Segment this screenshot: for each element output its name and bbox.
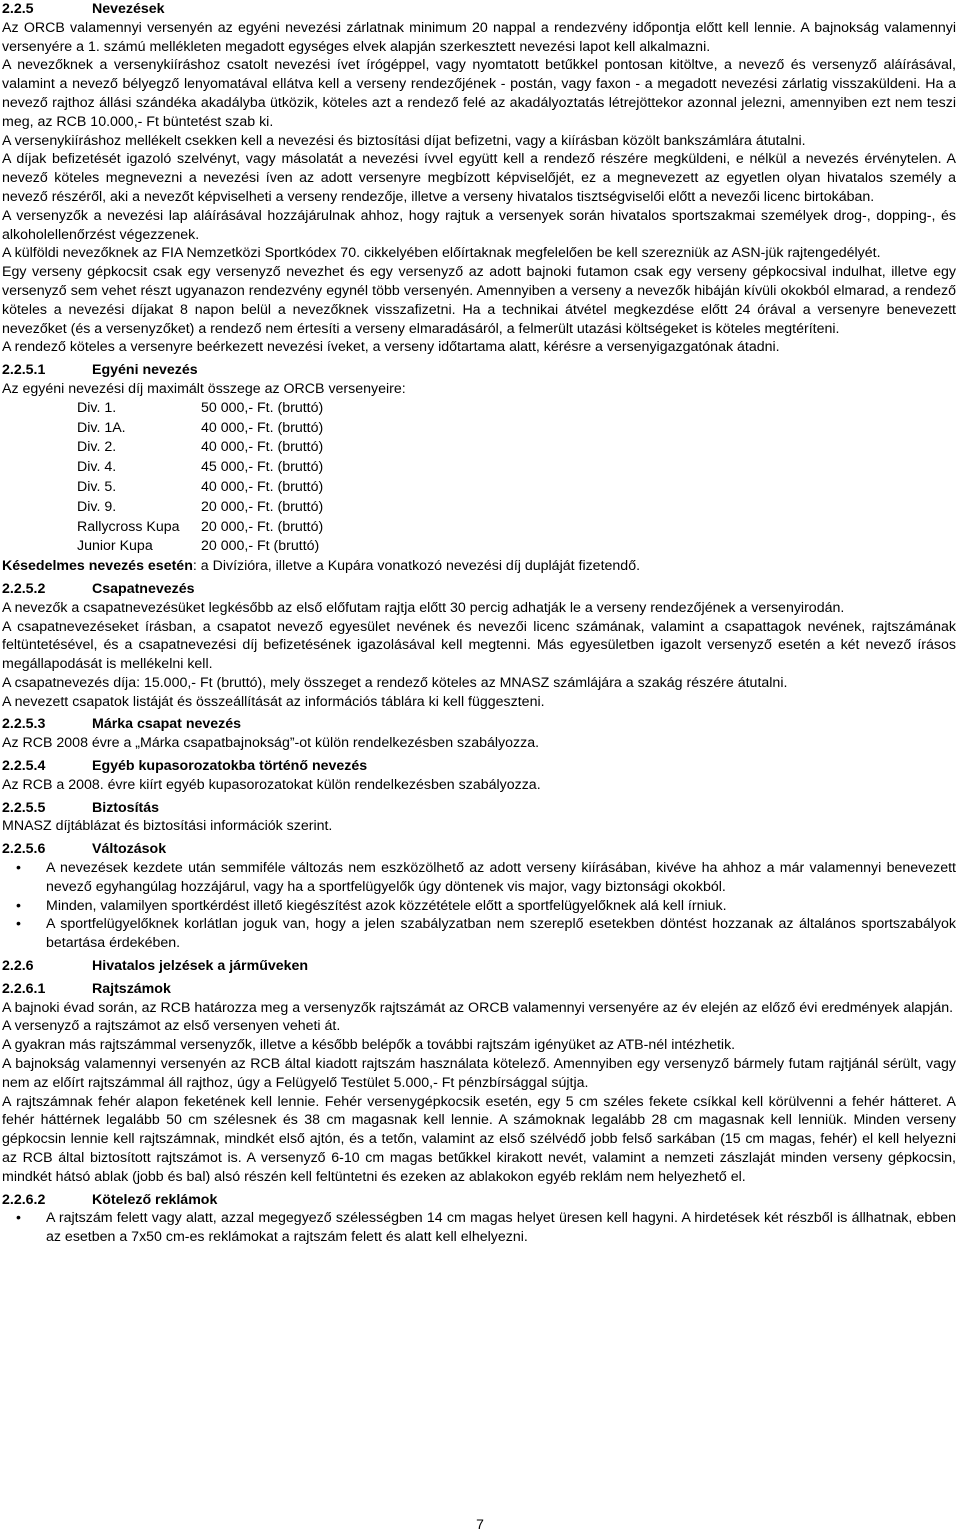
fee-row	[77, 399, 956, 419]
list-item-text: A sportfelügyelőknek korlátlan joguk van, hogy a jelen szabályzatban nem szereplő esetekben döntést hozzanak az általános sportszabályok betartása érdekében.	[46, 916, 956, 952]
section-heading-2-2-6-2	[2, 1191, 956, 1210]
section-number: 2.2.6	[2, 958, 34, 975]
division-name: Div. 2.	[77, 439, 117, 456]
paragraph: Az egyéni nevezési díj maximált összege az ORCB versenyeire:	[2, 380, 406, 397]
paragraph: Egy verseny gépkocsit csak egy versenyző nevezhet és egy versenyző az adott bajnoki futamon csak egy verseny gépkocsival indulhat, illetve egy versenyző sem vehet részt ugyanazon rendezvény egynél több versenyén. Amennyiben a verseny a nevezők hibáján kívüli okokból elmarad, a rendező köteles a nevezési díjakat 8 napon belül a nevezőknek visszafizetni. Ha a technikai átvétel megkezdése előtt 24 órával a versenyre benevezett nevezőket (és a versenyzőket) a rendező nem értesíti a verseny elmaradásáról, a felmerült utazási költségeket is köteles megtéríteni.	[2, 264, 956, 337]
paragraph: A nevezőknek a versenykiíráshoz csatolt nevezési ívet írógéppel, vagy nyomtatott betűkkel pontosan kitöltve, a nevező és versenyző aláírásával, valamint a nevező bélyegző lenyomatával ellátva kell a verseny rendezőjének - postán, vagy faxon - a megadott nevezési zárlatig visszaküldeni. Ha a nevező rajthoz állási szándéka akadályba ütközik, köteles azt a rendező felé az akadályoztatás létrejöttekor azonnal jelezni, amennyiben ezt nem teszi meg, az RCB 10.000,- Ft büntetést szab ki.	[2, 57, 956, 130]
section-title: Egyéb kupasorozatokba történő nevezés	[92, 758, 368, 775]
paragraph: A nevezett csapatok listáját és összeállítását az információs táblára ki kell függeszteni.	[2, 693, 545, 710]
fee-amount: 40 000,- Ft. (bruttó)	[201, 419, 324, 436]
paragraph: A csapatnevezés díja: 15.000,- Ft (bruttó), mely összeget a rendező köteles az MNASZ számlájára a szakág részére átutalni.	[2, 674, 788, 691]
fee-amount: 20 000,- Ft. (bruttó)	[201, 498, 324, 515]
paragraph: A nevezők a csapatnevezésüket legkésőbb az első előfutam rajtja előtt 30 percig adhatják le a verseny rendezőjének a versenyirodán.	[2, 599, 845, 616]
paragraph: Az RCB 2008 évre a „Márka csapatbajnokság”-ot külön rendelkezésben szabályozza.	[2, 735, 540, 752]
fee-row	[77, 537, 956, 557]
paragraph: A díjak befizetését igazoló szelvényt, vagy másolatát a nevezési ívvel együtt kell a rendező részére megküldeni, e nélkül a nevezés érvénytelen. A nevező köteles megnevezni a nevezési íven az adott versenyre megbízott képviselőjét, ez a megnevezett az egyetlen olyan hivatalos személy a nevező részéről, aki a nevezőt képviselheti a verseny rendezője, illetve a verseny hivatalos tisztségviselői előtt a nevezői licenc birtokában.	[2, 151, 956, 205]
list-item-text: A nevezések kezdete után semmiféle változás nem eszközölhető az adott verseny kiírásában, kivéve ha ahhoz a már valamennyi benevezett nevező egyhangúlag hozzájárul, vagy ha a sportfelügyelők úgy döntenek vis major, vagy biztonsági okokból.	[46, 860, 956, 895]
section-heading-2-2-5-1	[2, 361, 956, 380]
document-page	[2, 0, 956, 1247]
section-number: 2.2.5.6	[2, 841, 46, 858]
bullet-icon: •	[16, 916, 21, 933]
fee-amount: 20 000,- Ft. (bruttó)	[201, 518, 324, 535]
division-name: Div. 1A.	[77, 419, 126, 436]
fee-amount: 20 000,- Ft (bruttó)	[201, 538, 320, 555]
list-item-text: A rajtszám felett vagy alatt, azzal megegyező szélességben 14 cm magas helyet üresen kell hagyni. A hirdetések két részből is állhatnak, ebben az esetben a 7x50 cm-es reklámokat a rajtszám felett és alatt kell elhelyezni.	[46, 1210, 956, 1246]
section-number: 2.2.5.3	[2, 716, 46, 733]
section-heading-2-2-6	[2, 957, 956, 976]
section-title: Csapatnevezés	[92, 580, 195, 597]
late-entry-note	[2, 557, 956, 576]
section-heading-2-2-5-2	[2, 580, 956, 599]
section-number: 2.2.5.4	[2, 758, 46, 775]
section-heading-2-2-6-1	[2, 980, 956, 999]
paragraph: A külföldi nevezőknek az FIA Nemzetközi Sportkódex 70. cikkelyében előírtaknak megfelelően be kell szerezniük az ASN-jük rajtengedélyét.	[2, 245, 881, 262]
list-item	[2, 915, 956, 953]
section-number: 2.2.5	[2, 1, 34, 17]
section-heading-2-2-5-3	[2, 715, 956, 734]
paragraph: A bajnokság valamennyi versenyén az RCB által kiadott rajtszám használata kötelező. Amennyiben egy versenyző bármely futam rajtjánál sérült, vagy nem az előírt rajtszámmal áll rajthoz, úgy a Felügyelő Testület 5.000,- Ft pénzbírsággal sújtja.	[2, 1056, 956, 1091]
bullet-icon: •	[16, 897, 21, 914]
fee-amount: 40 000,- Ft. (bruttó)	[201, 478, 324, 495]
fee-row	[77, 498, 956, 518]
paragraph: Az ORCB valamennyi versenyén az egyéni nevezési zárlatnak minimum 20 nappal a rendezvény időpontja előtt kell lennie. A bajnokság valamennyi versenyére a 1. számú mellékleten megadott egységes elvek alapján szerkesztett nevezési lapot kell alkalmazni.	[2, 19, 956, 55]
section-title: Hivatalos jelzések a járműveken	[92, 958, 309, 975]
section-title: Biztosítás	[92, 799, 160, 816]
section-heading-2-2-5-6	[2, 840, 956, 859]
paragraph: A gyakran más rajtszámmal versenyzők, illetve a később belépők a további rajtszám igényüket az ATB-nél intézhetik.	[2, 1037, 736, 1054]
division-name: Rallycross Kupa	[77, 518, 180, 535]
list-item	[2, 859, 956, 897]
fee-amount: 50 000,- Ft. (bruttó)	[201, 399, 324, 416]
paragraph: MNASZ díjtáblázat és biztosítási információk szerint.	[2, 818, 333, 835]
section-number: 2.2.6.1	[2, 980, 46, 997]
division-name: Div. 9.	[77, 498, 117, 515]
list-item-text: Minden, valamilyen sportkérdést illető kiegészítést azok közzététele előtt a sportfelügyelőknek alá kell írniuk.	[46, 897, 727, 914]
paragraph: A versenyző a rajtszámot az első versenyen veheti át.	[2, 1018, 341, 1035]
fee-table	[77, 399, 956, 557]
paragraph: A bajnoki évad során, az RCB határozza meg a versenyzők rajtszámát az ORCB valamennyi versenyére az év elején az előző évi eredmények alapján.	[2, 999, 954, 1016]
list-item	[2, 1209, 956, 1247]
bullet-list	[2, 859, 956, 953]
fee-row	[77, 438, 956, 458]
section-title: Márka csapat nevezés	[92, 716, 242, 733]
division-name: Div. 5.	[77, 478, 117, 495]
section-heading-2-2-5	[2, 0, 956, 19]
fee-amount: 40 000,- Ft. (bruttó)	[201, 439, 324, 456]
paragraph: A versenyzők a nevezési lap aláírásával hozzájárulnak ahhoz, hogy rajtuk a versenyek során hivatalos sportszakmai személyek drog-, dopping-, és alkoholellenőrzést végezzenek.	[2, 207, 956, 243]
division-name: Div. 4.	[77, 459, 117, 476]
section-number: 2.2.5.1	[2, 362, 46, 379]
late-entry-text: : a Divízióra, illetve a Kupára vonatkozó nevezési díj dupláját fizetendő.	[192, 558, 641, 575]
paragraph: A rendező köteles a versenyre beérkezett nevezési íveket, a verseny időtartama alatt, kérésre a versenyigazgatónak átadni.	[2, 339, 780, 356]
bullet-icon: •	[16, 860, 21, 877]
section-title: Egyéni nevezés	[92, 362, 198, 379]
section-number: 2.2.5.5	[2, 799, 46, 816]
bullet-list	[2, 1209, 956, 1247]
fee-row	[77, 419, 956, 439]
fee-row	[77, 518, 956, 538]
section-title: Nevezések	[92, 1, 165, 17]
bullet-icon: •	[16, 1210, 21, 1227]
division-name: Junior Kupa	[77, 538, 153, 555]
fee-amount: 45 000,- Ft. (bruttó)	[201, 459, 324, 476]
late-entry-label: Késedelmes nevezés esetén	[2, 558, 193, 575]
section-heading-2-2-5-5	[2, 799, 956, 818]
section-number: 2.2.6.2	[2, 1191, 46, 1208]
section-number: 2.2.5.2	[2, 580, 46, 597]
page-number: 7	[476, 1516, 484, 1532]
division-name: Div. 1.	[77, 399, 117, 416]
fee-row	[77, 458, 956, 478]
list-item	[2, 897, 956, 916]
paragraph: A rajtszámnak fehér alapon feketének kell lennie. Fehér versenygépkocsik esetén, egy 5 cm széles fekete csíkkal kell körülvenni a fehér hátteret. A fehér háttérnek legalább 50 cm szélesnek és 38 cm magasnak kell lennie. A számoknak legalább 28 cm magasnak kell lenniük. Minden verseny gépkocsin lennie kell rajtszámnak, mindkét első ajtón, és a tetőn, valamint az első szélvédő jobb felső sarkában (15 cm magas, fehér) el kell helyezni az RCB által biztosított rajtszámot is. A versenyző 6-10 cm magas betűkkel kirakott nevét, valamint a nemzeti zászlaját minden verseny gépkocsin, mindkét hátsó ablak (jobb és bal) alsó részén kell feltüntetni és ezeken az ablakokon egyéb reklám nem helyezhető el.	[2, 1093, 956, 1185]
paragraph: Az RCB a 2008. évre kiírt egyéb kupasorozatokat külön rendelkezésben szabályozza.	[2, 776, 541, 793]
fee-row	[77, 478, 956, 498]
paragraph: A versenykiíráshoz mellékelt csekken kell a nevezési és biztosítási díjat befizetni, vagy a kiírásban közölt bankszámlára átutalni.	[2, 132, 806, 149]
section-title: Rajtszámok	[92, 980, 171, 997]
paragraph: A csapatnevezéseket írásban, a csapatot nevező egyesület nevének és nevezői licenc számának, valamint a csapattagok nevének, rajtszámának feltüntetésével, és a csapatnevezési díj befizetésének igazolásával kell megtenni. Más egyesületben igazolt versenyző esetén a két nevező írásos megállapodását is mellékelni kell.	[2, 618, 956, 673]
section-title: Változások	[92, 841, 167, 858]
section-title: Kötelező reklámok	[92, 1191, 218, 1208]
section-heading-2-2-5-4	[2, 757, 956, 776]
